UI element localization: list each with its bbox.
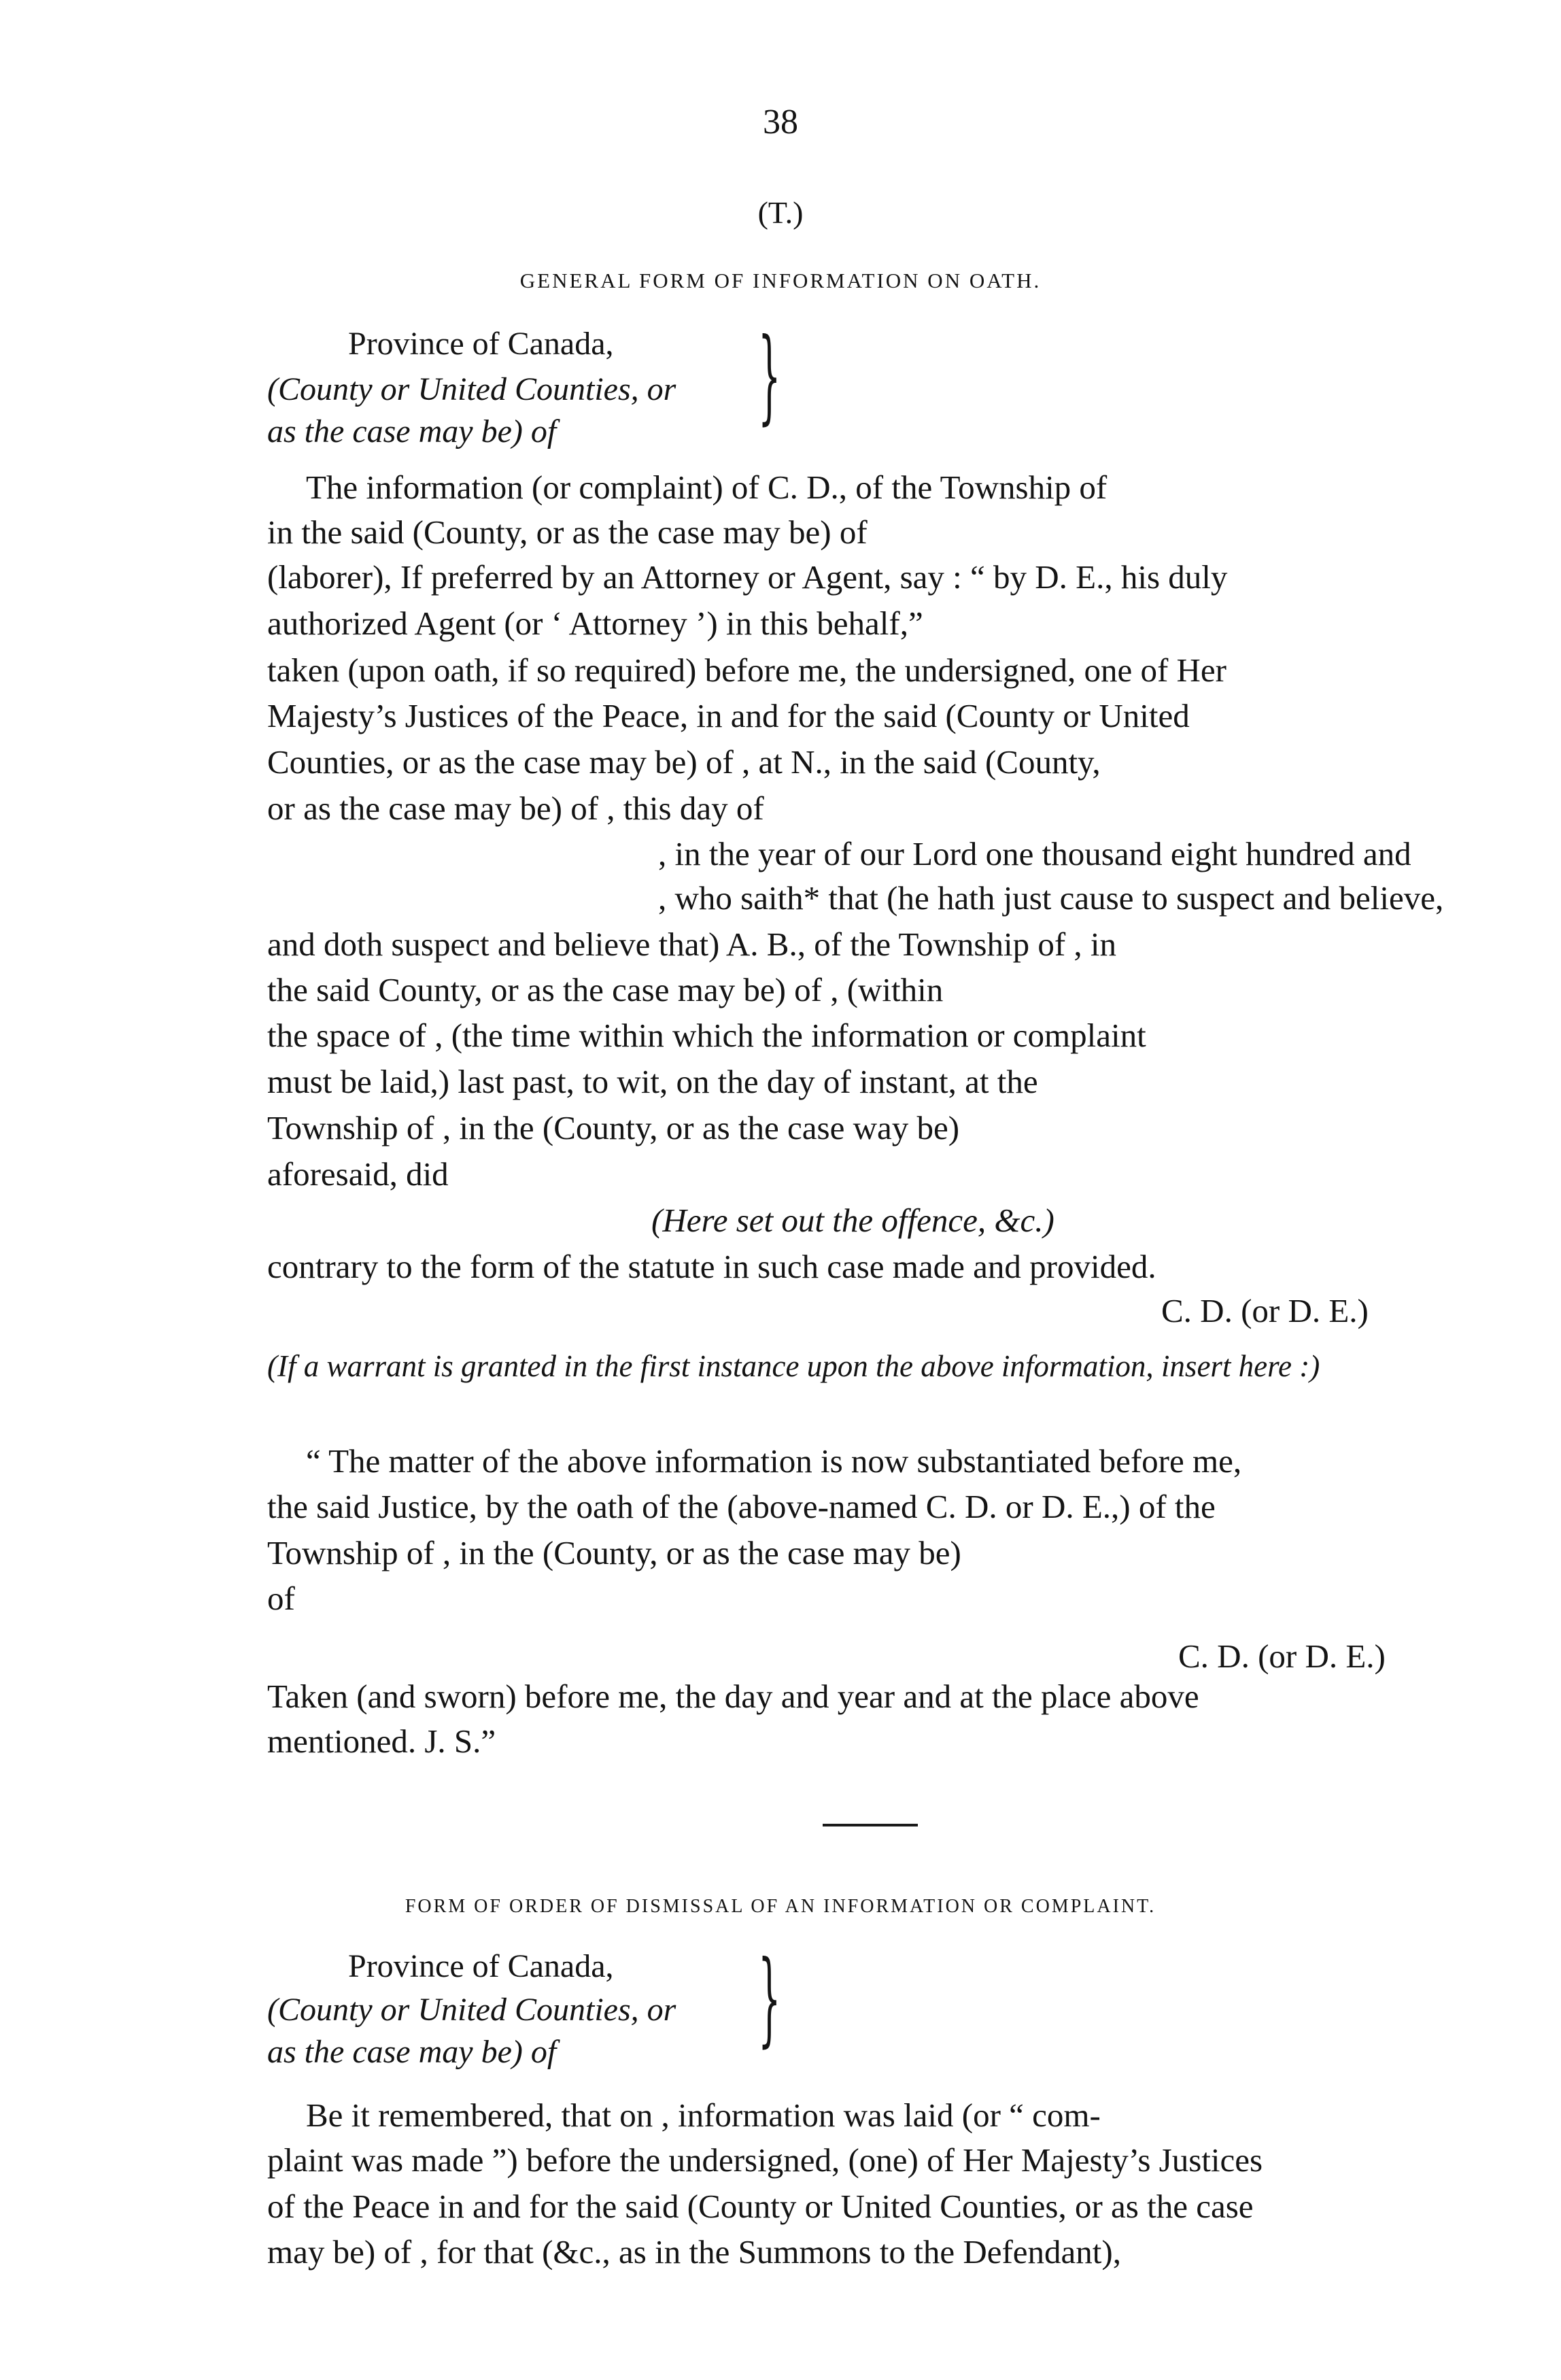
form-heading-information: GENERAL FORM OF INFORMATION ON OATH. (519, 269, 1042, 292)
text-line: Township of , in the (County, or as the case may be) (267, 1534, 961, 1571)
text-line: mentioned. J. S.” (267, 1722, 496, 1760)
text-line: contrary to the form of the statute in such case made and provided. (267, 1248, 1156, 1285)
text-line: must be laid,) last past, to wit, on the day of instant, at the (267, 1063, 1038, 1100)
text-line: (Here set out the offence, &c.) (651, 1202, 1054, 1239)
venue-county: (County or United Counties, or (267, 1992, 676, 2028)
text-line: Taken (and sworn) before me, the day and year and at the place above (267, 1678, 1199, 1715)
text-line: and doth suspect and believe that) A. B., of the Township of , in (267, 925, 1117, 963)
venue-province: Province of Canada, (348, 1948, 614, 1984)
text-line: , who saith* that (he hath just cause to suspect and believe, (658, 879, 1444, 917)
venue-case: as the case may be) of (267, 413, 557, 449)
signature-line: C. D. (or D. E.) (1178, 1637, 1386, 1675)
section-mark: (T.) (757, 195, 804, 230)
signature-line: C. D. (or D. E.) (1161, 1292, 1369, 1329)
page-number: 38 (763, 103, 798, 141)
form-heading-dismissal: FORM OF ORDER OF DISMISSAL OF AN INFORMATION OR COMPLAINT. (405, 1896, 1156, 1917)
text-line: authorized Agent (or ‘ Attorney ’) in this behalf,” (267, 605, 923, 642)
text-line: in the said (County, or as the case may be) of (267, 513, 868, 551)
venue-brace: } (758, 317, 781, 435)
text-line: “ The matter of the above information is now substantiated before me, (306, 1442, 1242, 1480)
text-line: of the Peace in and for the said (County or United Counties, or as the case (267, 2188, 1254, 2225)
venue-case: as the case may be) of (267, 2034, 557, 2070)
text-line: may be) of , for that (&c., as in the Summons to the Defendant), (267, 2233, 1121, 2271)
instruction-line: (If a warrant is granted in the first instance upon the above information, insert here :) (267, 1349, 1320, 1383)
section-divider (823, 1824, 918, 1826)
text-line: or as the case may be) of , this day of (267, 789, 764, 827)
text-line: the said Justice, by the oath of the (above-named C. D. or D. E.,) of the (267, 1488, 1216, 1525)
venue-brace: } (758, 1939, 781, 2058)
text-line: of (267, 1580, 295, 1617)
text-line: (laborer), If preferred by an Attorney or Agent, say : “ by D. E., his duly (267, 558, 1228, 596)
venue-province: Province of Canada, (348, 326, 614, 362)
text-line: , in the year of our Lord one thousand eight hundred and (658, 835, 1411, 872)
text-line: the said County, or as the case may be) of , (within (267, 971, 944, 1008)
text-line: Majesty’s Justices of the Peace, in and for the said (County or United (267, 697, 1190, 734)
text-line: taken (upon oath, if so required) before me, the undersigned, one of Her (267, 651, 1226, 689)
text-line: the space of , (the time within which the information or complaint (267, 1017, 1146, 1054)
text-line: Township of , in the (County, or as the case way be) (267, 1109, 960, 1146)
text-line: The information (or complaint) of C. D., of the Township of (306, 469, 1108, 506)
text-line: Be it remembered, that on , information was laid (or “ com- (306, 2096, 1101, 2134)
text-line: aforesaid, did (267, 1155, 449, 1193)
venue-county: (County or United Counties, or (267, 371, 676, 407)
text-line: plaint was made ”) before the undersigned, (one) of Her Majesty’s Justices (267, 2141, 1263, 2179)
text-line: Counties, or as the case may be) of , at N., in the said (County, (267, 743, 1101, 781)
